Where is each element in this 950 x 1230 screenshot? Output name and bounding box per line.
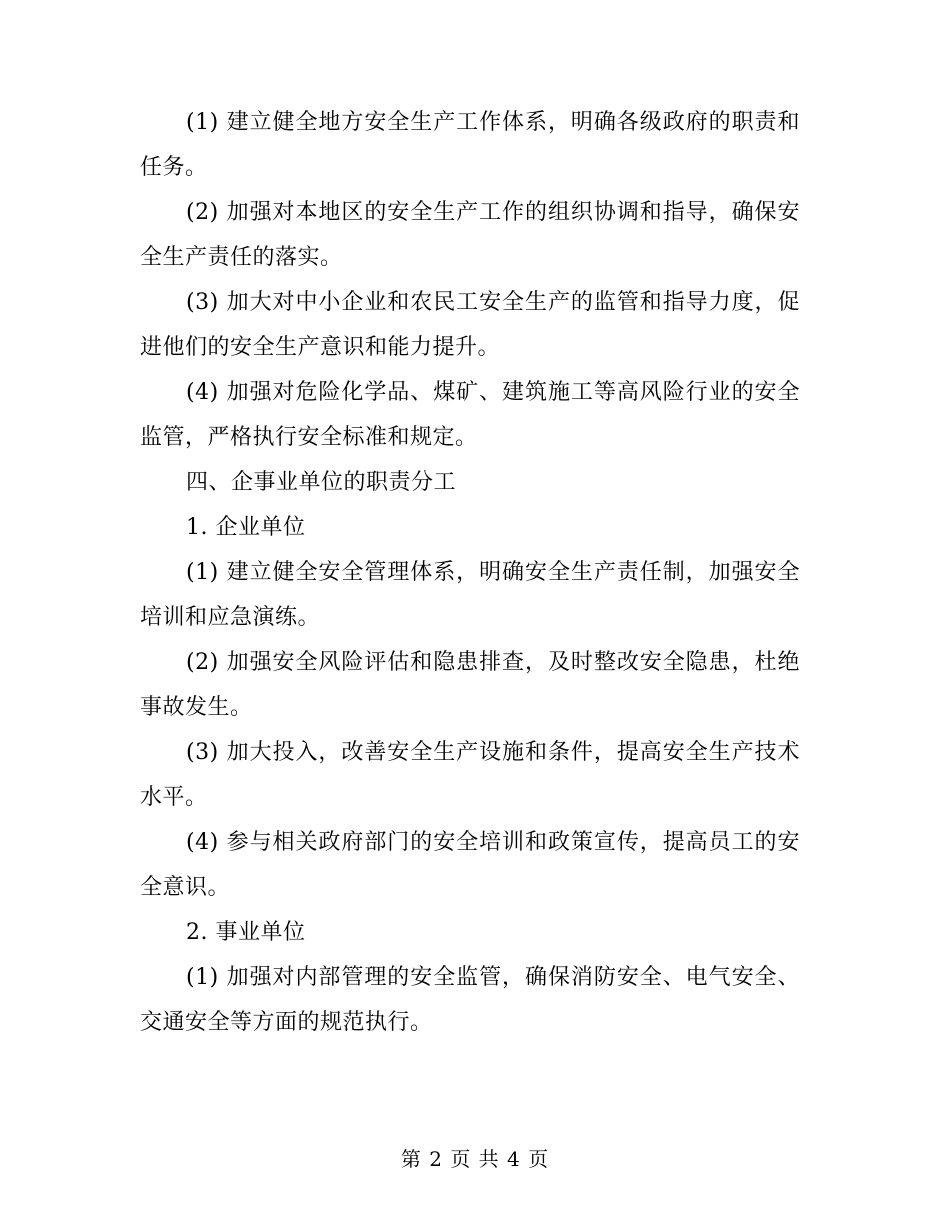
- paragraph-local-coordination: (2) 加强对本地区的安全生产工作的组织协调和指导，确保安全生产责任的落实。: [140, 200, 800, 270]
- paragraph-enterprise-risk: (2) 加强安全风险评估和隐患排查，及时整改安全隐患，杜绝事故发生。: [140, 650, 800, 720]
- subheading-enterprise: 1. 企业单位: [186, 515, 306, 540]
- paragraph-local-sme-supervision: (3) 加大对中小企业和农民工安全生产的监管和指导力度，促进他们的安全生产意识和能力提升。: [140, 290, 800, 360]
- paragraph-enterprise-investment: (3) 加大投入，改善安全生产设施和条件，提高安全生产技术水平。: [140, 740, 800, 810]
- document-body: [140, 100, 800, 1045]
- subheading-institution: 2. 事业单位: [186, 920, 306, 945]
- paragraph-local-high-risk: (4) 加强对危险化学品、煤矿、建筑施工等高风险行业的安全监管，严格执行安全标准和规定。: [140, 380, 800, 450]
- page-footer: 第 2 页 共 4 页: [400, 1147, 550, 1171]
- paragraph-institution-supervision: (1) 加强对内部管理的安全监管，确保消防安全、电气安全、交通安全等方面的规范执行。: [140, 965, 800, 1035]
- paragraph-enterprise-training: (4) 参与相关政府部门的安全培训和政策宣传，提高员工的安全意识。: [140, 830, 800, 900]
- paragraph-enterprise-system: (1) 建立健全安全管理体系，明确安全生产责任制，加强安全培训和应急演练。: [140, 560, 800, 630]
- paragraph-local-system: (1) 建立健全地方安全生产工作体系，明确各级政府的职责和任务。: [140, 110, 800, 180]
- section-heading-enterprise-duties: 四、企事业单位的职责分工: [186, 470, 457, 495]
